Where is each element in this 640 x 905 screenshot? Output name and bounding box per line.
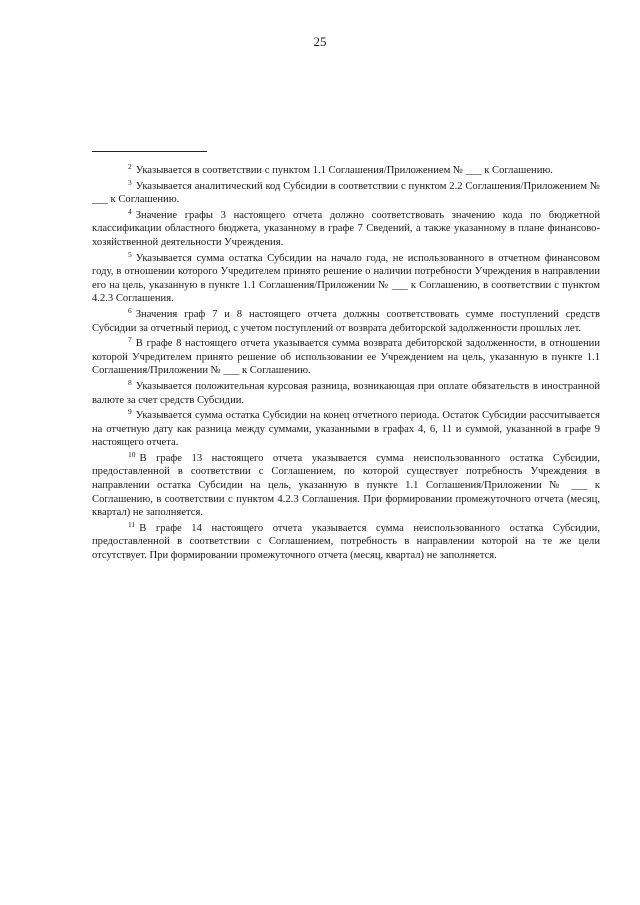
footnote-text: В графе 13 настоящего отчета указывается сумма неиспользованного остатка Субсидии, предоставленной в соответствии с Соглашением, по которой существует потребность Учреждения в направлении остатка Субсидии на цель, указанную в пункте 1.1 Соглашения/Приложении № ___ к Соглашению, в соответствии с пунктом 4.2.3 Соглашения. При формировании промежуточного отчета (месяц, квартал) не заполняется. [92,452,600,519]
footnote-marker: 9 [128,407,132,417]
footnote-text: В графе 8 настоящего отчета указывается сумма возврата дебиторской задолженности, в отношении которой Учредителем принято решение об использовании ее Учреждением на цель, указанную в пункте 1.1 Соглашения/Приложении № ___ к Соглашению. [92,338,600,377]
footnote-marker: 7 [128,335,132,345]
footnote-marker: 2 [128,162,132,171]
footnote-separator [92,151,207,152]
footnote-marker: 8 [128,377,132,387]
footnote-9 [92,409,600,450]
footnote-marker: 11 [128,519,136,529]
footnote-3 [92,177,600,207]
footnote-text: Указывается в соответствии с пунктом 1.1 Соглашения/Приложением № ___ к Соглашению. [135,165,553,176]
footnote-2 [92,164,600,178]
footnote-8 [92,377,600,407]
footnote-marker: 5 [128,249,132,259]
footnote-6 [92,305,600,335]
footnote-text: Указывается положительная курсовая разница, возникающая при оплате обязательств в иностранной валюте за счет средств Субсидии. [92,380,600,406]
footnote-marker: 3 [128,177,132,187]
footnote-text: В графе 14 настоящего отчета указывается сумма неиспользованного остатка Субсидии, предоставленной в соответствии с Соглашением, потребность в направлении которой на те же цели отсутствует. При формировании промежуточного отчета (месяц, квартал) не заполняется. [92,522,600,562]
page-number: 25 [313,34,327,49]
footnote-5 [92,249,600,306]
footnote-marker: 10 [128,449,136,459]
footnote-11 [92,519,600,563]
footnote-text: Указывается аналитический код Субсидии в соответствии с пунктом 2.2 Соглашения/Приложением № ___ к Соглашению. [92,180,600,206]
footnote-text: Указывается сумма остатка Субсидии на конец отчетного периода. Остаток Субсидии рассчитывается на отчетную дату как разница между суммами, указанными в графах 4, 6, 11 и суммой, указанной в графе 9 настоящего отчета. [92,410,600,449]
footnote-4 [92,206,600,250]
footnote-text: Значения граф 7 и 8 настоящего отчета должны соответствовать сумме поступлений средств Субсидии за отчетный период, с учетом поступлений от возврата дебиторской задолженности прошлых лет. [92,308,600,334]
footnote-marker: 4 [128,206,132,216]
footnotes-section [92,164,600,565]
footnote-text: Указывается сумма остатка Субсидии на начало года, не использованного в отчетном финансовом году, в отношении которого Учредителем принято решение о наличии потребности Учреждения в направлении его на цель, указанную в пункте 1.1 Соглашения/Приложении № ___ к Соглашению, в соответствии с пунктом 4.2.3 Соглашения. [92,252,600,305]
footnote-marker: 6 [128,305,132,315]
footnote-7 [92,337,600,378]
footnote-10 [92,449,600,520]
footnote-text: Значение графы 3 настоящего отчета должно соответствовать значению кода по бюджетной классификации областного бюджета, указанному в графе 7 Сведений, а также указанному в плане финансово-хозяйственной деятельности Учреждения. [92,209,600,248]
